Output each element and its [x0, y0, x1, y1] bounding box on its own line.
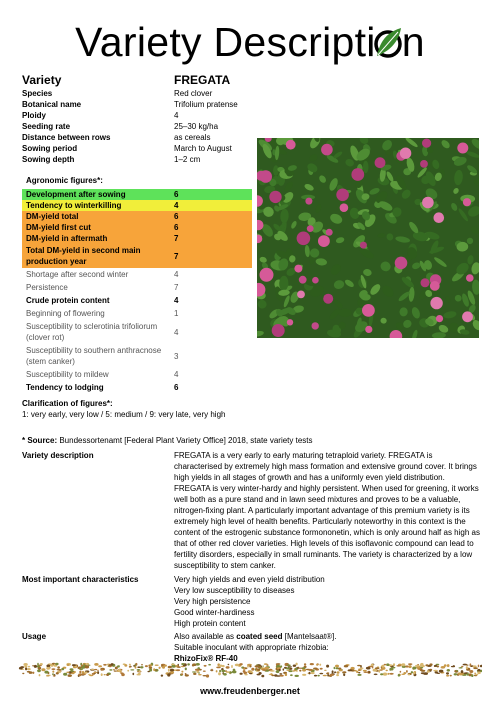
- page-title: [0, 18, 500, 66]
- property-label: Sowing period: [22, 144, 78, 153]
- property-row: [22, 154, 252, 165]
- agronomic-label: Persistence: [26, 283, 68, 292]
- agronomic-label: Development after sowing: [26, 190, 126, 199]
- usage-line-pre: Also available as: [174, 632, 237, 641]
- property-row: [22, 121, 252, 132]
- property-row: [22, 99, 252, 110]
- agronomic-value: 4: [174, 296, 179, 305]
- agronomic-row: [22, 233, 252, 244]
- property-row: [22, 88, 252, 99]
- variety-label: Variety: [22, 73, 62, 87]
- property-value: Red clover: [174, 89, 213, 98]
- agronomic-label: DM-yield in aftermath: [26, 234, 108, 243]
- characteristic-item: High protein content: [174, 619, 246, 628]
- agronomic-value: 7: [174, 234, 179, 243]
- property-value: 4: [174, 111, 179, 120]
- property-value: March to August: [174, 144, 232, 153]
- source-text: Bundessortenamt [Federal Plant Variety Office] 2018, state variety tests: [57, 436, 313, 445]
- source-label: * Source:: [22, 436, 58, 445]
- agronomic-row: [22, 211, 252, 222]
- agronomic-row: [22, 320, 252, 344]
- variety-description-text: FREGATA is a very early to early maturing tetraploid variety. FREGATA is characterised by extremely high mass formation and extensive ground cover. It brings high yields in all stages of growth and has a uniformly even yield distribution. FREGATA is very winter-hardy and highly persistent. When used for greening, it works well both as a pure stand and in lawn seed mixtures and proves to be a valuable, nitrogen-fixing plant. A particularly important advantage of this premium variety is its extremely high level of health benefits. Particularly noteworthy in this context is the content of the estrogenic substance formononetin, which is only around half as high as that of other red clover varieties. High levels of this isoflavonic compound can lead to fertility disorders, especially in small ruminants. The variety is characterized by a low susceptibility to stem canker.: [174, 451, 480, 570]
- agronomic-value: 6: [174, 223, 179, 232]
- agronomic-row: [22, 381, 252, 394]
- agronomic-value: 6: [174, 190, 179, 199]
- property-label: Distance between rows: [22, 133, 111, 142]
- property-label: Botanical name: [22, 100, 82, 109]
- characteristics-label: Most important characteristics: [22, 575, 139, 584]
- usage-section: [22, 631, 480, 664]
- inoculant-text: RhizoFix® RF-40: [174, 654, 238, 663]
- property-row: [22, 143, 252, 154]
- seed-strip-image: [18, 662, 482, 678]
- title-text-start: Variety Descripti: [75, 19, 376, 65]
- property-label: Sowing depth: [22, 155, 75, 164]
- usage-line-post: [Mantelsaat®].: [282, 632, 337, 641]
- property-row: [22, 110, 252, 121]
- agronomic-label: Tendency to winterkilling: [26, 201, 122, 210]
- agronomic-value: 6: [174, 212, 179, 221]
- leaf-logo-icon: [376, 24, 402, 60]
- property-row: [22, 132, 252, 143]
- agronomic-label: Shortage after second winter: [26, 270, 129, 279]
- agronomic-value: 6: [174, 383, 179, 392]
- agronomic-row: [22, 189, 252, 200]
- property-value: as cereals: [174, 133, 211, 142]
- property-label: Species: [22, 89, 53, 98]
- property-value: 1–2 cm: [174, 155, 201, 164]
- agronomic-row: [22, 368, 252, 381]
- agronomic-label: Susceptibility to sclerotinia trifoliorum (clover rot): [26, 322, 158, 342]
- agronomic-table: [22, 189, 252, 394]
- footer-url: www.freudenberger.net: [200, 686, 300, 696]
- characteristics-list: [174, 574, 480, 629]
- source-note: [22, 436, 313, 445]
- agronomic-label: DM-yield total: [26, 212, 79, 221]
- agronomic-row: [22, 344, 252, 368]
- agronomic-value: 4: [174, 370, 179, 379]
- agronomic-row: [22, 244, 252, 268]
- characteristic-item: Very low susceptibility to diseases: [174, 586, 295, 595]
- agronomic-value: 7: [174, 251, 179, 261]
- agronomic-value: 4: [174, 327, 179, 337]
- variety-description-label: Variety description: [22, 451, 94, 460]
- agronomic-row: [22, 307, 252, 320]
- usage-label: Usage: [22, 632, 47, 641]
- agronomic-label: DM-yield first cut: [26, 223, 91, 232]
- agronomic-value: 4: [174, 270, 179, 279]
- agronomic-value: 4: [174, 201, 179, 210]
- usage-line: Suitable inoculant with appropriate rhizobia:: [174, 643, 329, 652]
- property-label: Seeding rate: [22, 122, 71, 131]
- agronomic-label: Beginning of flowering: [26, 309, 105, 318]
- agronomic-label: Susceptibility to southern anthracnose (stem canker): [26, 346, 162, 366]
- property-label: Ploidy: [22, 111, 47, 120]
- agronomic-value: 3: [174, 351, 179, 361]
- agronomic-label: Susceptibility to mildew: [26, 370, 109, 379]
- variety-info: [22, 72, 252, 165]
- clarification: [22, 398, 225, 420]
- variety-description-section: [22, 450, 480, 571]
- title-text-end: n: [401, 19, 425, 65]
- agronomic-value: 7: [174, 283, 179, 292]
- agronomic-row: [22, 200, 252, 211]
- property-value: Trifolium pratense: [174, 100, 238, 109]
- agronomic-label: Total DM-yield in second main production year: [26, 246, 141, 266]
- characteristic-item: Good winter-hardiness: [174, 608, 255, 617]
- clarification-title: Clarification of figures*:: [22, 399, 113, 408]
- variety-row: [22, 72, 252, 88]
- characteristic-item: Very high yields and even yield distribution: [174, 575, 325, 584]
- characteristic-item: Very high persistence: [174, 597, 251, 606]
- usage-line: [174, 631, 480, 642]
- agronomic-row: [22, 294, 252, 307]
- agronomic-label: Crude protein content: [26, 296, 110, 305]
- characteristics-section: [22, 574, 480, 629]
- agronomic-label: Tendency to lodging: [26, 383, 104, 392]
- variety-value: FREGATA: [174, 73, 231, 87]
- usage-text: [174, 631, 480, 664]
- clarification-text: 1: very early, very low / 5: medium / 9: very late, very high: [22, 410, 226, 419]
- agronomic-row: [22, 222, 252, 233]
- coated-seed-text: coated seed: [236, 632, 283, 641]
- agronomic-row: [22, 268, 252, 281]
- agronomic-row: [22, 281, 252, 294]
- red-clover-photo: [257, 138, 479, 338]
- agronomic-title: Agronomic figures*:: [26, 176, 103, 185]
- agronomic-value: 1: [174, 309, 179, 318]
- property-value: 25–30 kg/ha: [174, 122, 219, 131]
